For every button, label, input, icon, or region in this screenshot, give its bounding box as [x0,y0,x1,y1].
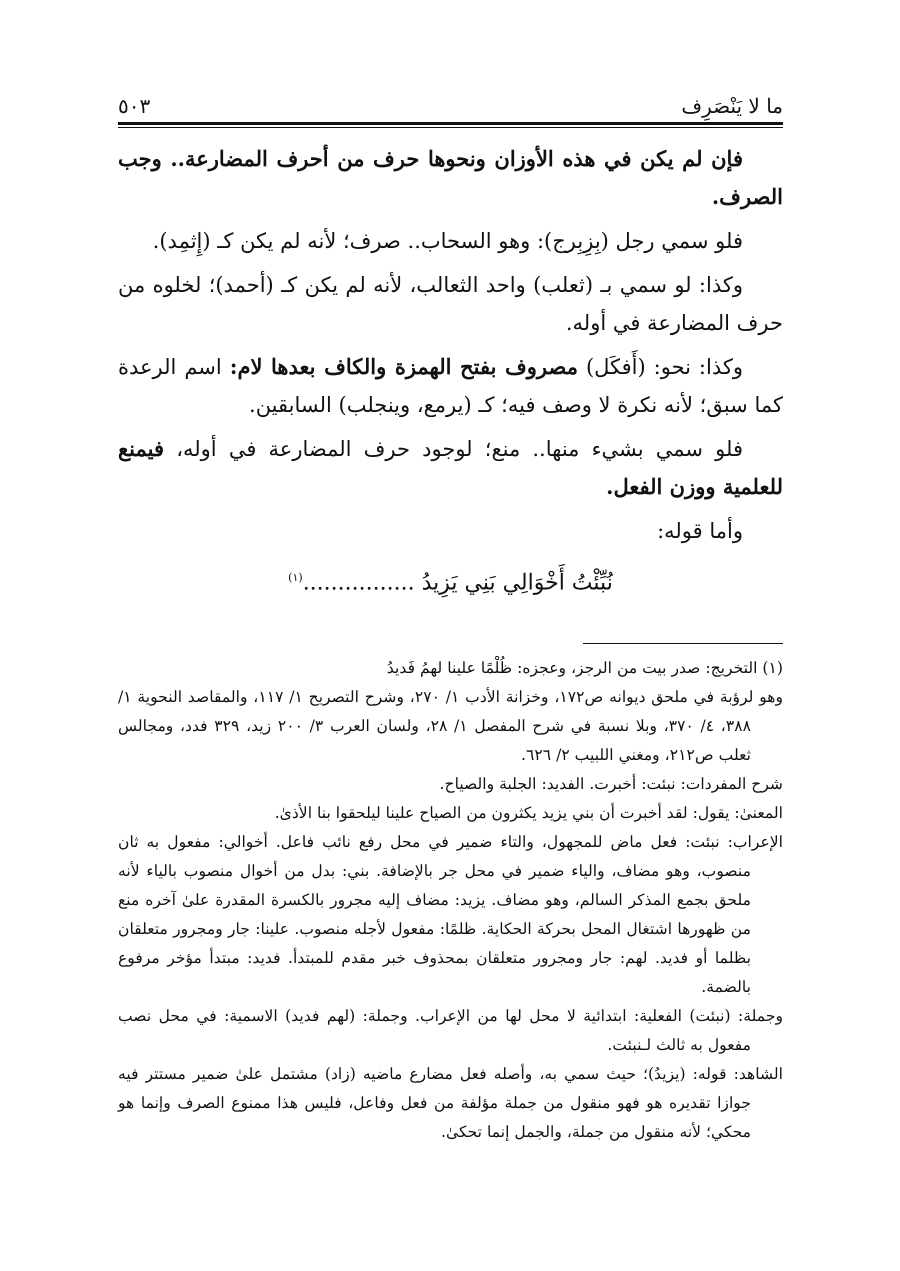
page-number: ٥٠٣ [118,94,151,118]
paragraph-5-lead: فلو سمي بشيء منها.. منع؛ لوجود حرف المضارعة في أوله، [176,437,743,461]
footnote-ref[interactable]: (١) [288,571,303,584]
main-text [118,140,783,603]
paragraph-2: فلو سمي رجل (بِزِبِرج): وهو السحاب.. صرف؛ لأنه لم يكن كـ (إِثمِد). [152,229,743,253]
footnote-separator [583,643,783,644]
verse-text: نُبِّئْتُ أَخْوَالِي بَنِي يَزِيدُ ................ [302,570,613,596]
footnote-sources: وهو لرؤبة في ملحق ديوانه ص١٧٢، وخزانة الأدب ١/ ٢٧٠، وشرح التصريح ١/ ١١٧، والمقاصد النحوية ١/ ٣٨٨، ٤/ ٣٧٠، وبلا نسبة في شرح المفصل ١/ ٢٨، ولسان العرب ٣/ ٢٠٠ زيد، ٣٢٩ فدد، ومجالس ثعلب ص٢١٢، ومغني اللبيب ٢/ ٦٢٦. [118,688,784,765]
paragraph-4-rest: اسم الرعدة كما سبق؛ لأنه نكرة لا وصف فيه؛ كـ (يرمع، وينجلب) السابقين. [118,355,783,417]
header-rule-thick [118,122,783,125]
paragraph-4-lead: وكذا: نحو: (أَفكَل) [585,355,743,379]
page-header [118,78,783,118]
poem-verse [118,558,783,603]
footnote-evidence: الشاهد: قوله: (يزيدُ)؛ حيث سمي به، وأصله فعل مضارع ماضيه (زاد) مشتمل علىٰ ضمير مستتر فيه جوازا تقديره هو فهو منقول من جملة مؤلفة من فعل وفاعل، فليس هذا ممنوع الصرف وإنما هو محكي؛ لأنه منقول من جملة، والجمل إنما تحكىٰ. [118,1065,783,1142]
paragraph-5-bold: فيمنع للعلمية ووزن الفعل. [118,436,783,499]
chapter-title: ما لا يَنْصَرِف [681,94,783,118]
footnote-takhrij: (١) التخريج: صدر بيت من الرجز، وعجزه: ظُلْمًا علينا لهمُ فَديدُ [386,659,783,678]
paragraph-4-bold: مصروف بفتح الهمزة والكاف بعدها لام: [229,354,578,379]
footnote-vocabulary: شرح المفردات: نبئت: أخبرت. الفديد: الجلبة والصياح. [439,775,783,794]
footnote-sentence: وجملة: (نبئت) الفعلية: ابتدائية لا محل لها من الإعراب. وجملة: (لهم فديد) الاسمية: في محل نصب مفعول به ثالث لـنبئت. [118,1007,783,1055]
paragraph-4 [118,348,783,424]
footnote-parsing: الإعراب: نبئت: فعل ماض للمجهول، والتاء ضمير في محل رفع نائب فاعل. أخوالي: مفعول به ثان منصوب، وهو مضاف، والياء ضمير في محل جر بالإضافة. بني: بدل من أخوال منصوب بالياء لأنه ملحق بجمع المذكر السالم، وهو مضاف. يزيد: مضاف إليه مجرور بالكسرة المقدرة علىٰ آخره منع من ظهورها اشتغال المحل بحركة الحكاية. ظلمًا: مفعول لأجله منصوب. علينا: جار ومجرور متعلقان بظلما أو فديد. لهم: جار ومجرور متعلقان بمحذوف خبر مقدم للمبتدأ. فديد: مبتدأ مؤخر مرفوع بالضمة. [118,833,783,997]
paragraph-1: فإن لم يكن في هذه الأوزان ونحوها حرف من أحرف المضارعة.. وجب الصرف. [118,146,783,209]
paragraph-6: وأما قوله: [657,519,743,543]
paragraph-5 [118,430,783,506]
footnote-meaning: المعنىٰ: يقول: لقد أخبرت أن بني يزيد يكثرون من الصياح علينا ليلحقوا بنا الأذىٰ. [274,804,783,823]
header-rule-thin [118,127,783,128]
book-page [118,78,783,1147]
footnotes [118,654,783,1147]
paragraph-3: وكذا: لو سمي بـ (ثعلب) واحد الثعالب، لأنه لم يكن كـ (أحمد)؛ لخلوه من حرف المضارعة في أوله. [118,273,783,335]
